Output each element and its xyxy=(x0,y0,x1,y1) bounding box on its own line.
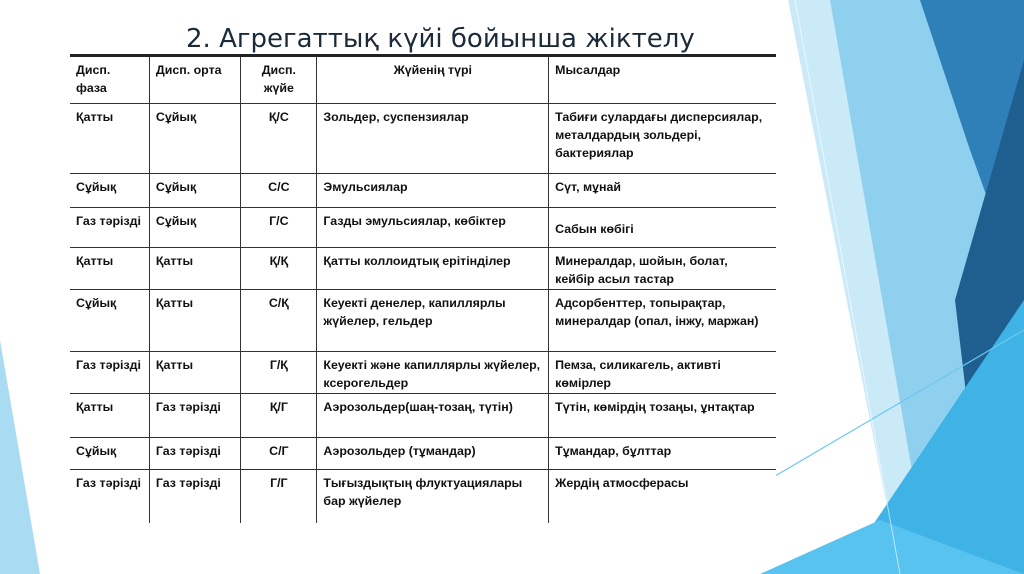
table-row xyxy=(70,207,776,247)
cell-type: Кеуекті және капиллярлы жүйелер, ксерогельдер xyxy=(317,351,549,393)
cell-system: Г/Қ xyxy=(241,351,317,393)
table-header-row xyxy=(70,57,776,103)
cell-examples: Адсорбенттер, топырақтар, минералдар (опал, інжу, маржан) xyxy=(549,289,776,351)
cell-type: Зольдер, суспензиялар xyxy=(317,103,549,173)
cell-system: Г/Г xyxy=(241,469,317,523)
cell-medium: Сұйық xyxy=(149,103,240,173)
header-dispersion-medium: Дисп. орта xyxy=(149,57,240,103)
cell-phase: Қатты xyxy=(70,103,149,173)
header-system-type: Жүйенің түрі xyxy=(317,57,549,103)
table-row xyxy=(70,247,776,289)
slide-title: 2. Агрегаттық күйі бойынша жіктелу xyxy=(186,24,695,54)
table-row xyxy=(70,393,776,437)
table-row xyxy=(70,289,776,351)
cell-system: Г/С xyxy=(241,207,317,247)
cell-system: С/С xyxy=(241,173,317,207)
cell-type: Аэрозольдер(шаң-тозаң, түтін) xyxy=(317,393,549,437)
cell-phase: Газ тәрізді xyxy=(70,207,149,247)
cell-phase: Сұйық xyxy=(70,173,149,207)
cell-system: Қ/Г xyxy=(241,393,317,437)
cell-phase: Сұйық xyxy=(70,289,149,351)
cell-system: Қ/Қ xyxy=(241,247,317,289)
cell-examples: Жердің атмосферасы xyxy=(549,469,776,523)
classification-table xyxy=(70,54,776,524)
cell-type: Кеуекті денелер, капиллярлы жүйелер, гельдер xyxy=(317,289,549,351)
header-dispersed-system: Дисп. жүйе xyxy=(241,57,317,103)
cell-phase: Қатты xyxy=(70,393,149,437)
cell-medium: Сұйық xyxy=(149,173,240,207)
cell-phase: Газ тәрізді xyxy=(70,469,149,523)
cell-type: Газды эмульсиялар, көбіктер xyxy=(317,207,549,247)
header-dispersed-phase: Дисп. фаза xyxy=(76,63,111,95)
cell-medium: Газ тәрізді xyxy=(149,469,240,523)
cell-system: С/Г xyxy=(241,437,317,469)
cell-medium: Газ тәрізді xyxy=(149,393,240,437)
cell-examples: Түтін, көмірдің тозаңы, ұнтақтар xyxy=(549,393,776,437)
cell-medium: Қатты xyxy=(149,247,240,289)
table-row xyxy=(70,351,776,393)
cell-type: Тығыздықтың флуктуациялары бар жүйелер xyxy=(317,469,549,523)
cell-phase: Газ тәрізді xyxy=(70,351,149,393)
table-row xyxy=(70,469,776,523)
cell-examples: Сүт, мұнай xyxy=(549,173,776,207)
cell-type: Аэрозольдер (тұмандар) xyxy=(317,437,549,469)
table-row xyxy=(70,437,776,469)
cell-medium: Қатты xyxy=(149,351,240,393)
left-accent-shape xyxy=(0,340,40,574)
cell-examples: Тұмандар, бұлттар xyxy=(549,437,776,469)
cell-medium: Қатты xyxy=(149,289,240,351)
cell-medium: Газ тәрізді xyxy=(149,437,240,469)
cell-examples: Пемза, силикагель, активті көмірлер xyxy=(549,351,776,393)
cell-type: Эмульсиялар xyxy=(317,173,549,207)
cell-medium: Сұйық xyxy=(149,207,240,247)
cell-examples: Сабын көбігі xyxy=(549,207,776,247)
cell-type: Қатты коллоидтық ерітінділер xyxy=(317,247,549,289)
cell-system: С/Қ xyxy=(241,289,317,351)
cell-system: Қ/С xyxy=(241,103,317,173)
table-row xyxy=(70,103,776,173)
cell-examples: Табиғи сулардағы дисперсиялар, металдардың зольдері, бактериялар xyxy=(549,103,776,173)
table-row xyxy=(70,173,776,207)
header-examples: Мысалдар xyxy=(549,57,776,103)
cell-examples: Минералдар, шойын, болат, кейбір асыл тастар xyxy=(549,247,776,289)
cell-phase: Қатты xyxy=(70,247,149,289)
classification-table-grid xyxy=(70,57,776,523)
cell-phase: Сұйық xyxy=(70,437,149,469)
